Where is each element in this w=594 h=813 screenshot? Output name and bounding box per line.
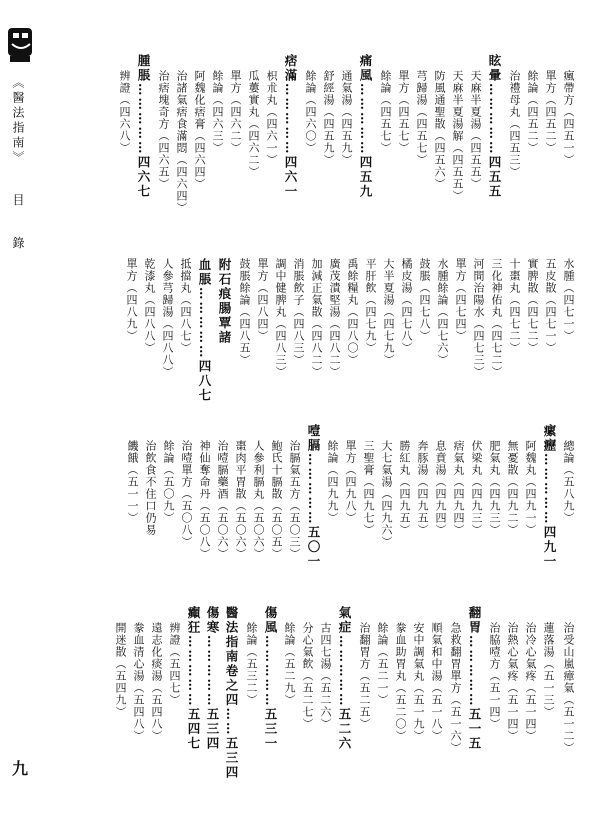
toc-entry: 安中調氣丸（五一九） bbox=[412, 622, 425, 742]
toc-entry: 痞氣丸（四九四） bbox=[452, 440, 465, 536]
toc-entry: 防風通聖散（四五六） bbox=[433, 70, 446, 190]
toc-entry: 治冷心氣疼（五一四） bbox=[524, 622, 537, 742]
toc-entry: 天麻半夏湯解（四五五） bbox=[451, 70, 464, 202]
toc-entry: 人參利膈丸（五〇六） bbox=[252, 440, 265, 560]
toc-entry: 三化神佑丸（四七二） bbox=[490, 258, 503, 378]
toc-entry: 抵擋丸（四八七） bbox=[179, 258, 192, 354]
toc-entry: 單方（四六二） bbox=[229, 70, 242, 154]
toc-entry: 瘋帶方（四五一） bbox=[562, 70, 575, 166]
toc-entry: 河間治陽水（四七三） bbox=[472, 258, 485, 378]
toc-entry: 單方（四八九） bbox=[125, 258, 138, 342]
toc-entry: 大半夏湯（四七九） bbox=[382, 258, 395, 366]
toc-entry: 餘論（五二九） bbox=[283, 622, 296, 706]
toc-entry: 息賁湯（四九四） bbox=[434, 440, 447, 536]
toc-entry: 單方（四七四） bbox=[454, 258, 467, 342]
toc-entry: 阿魏化痞膏（四六四） bbox=[193, 70, 206, 190]
toc-entry: 十棗丸（四七二） bbox=[508, 258, 521, 354]
toc-entry: 順氣和中湯（五一八） bbox=[430, 622, 443, 742]
toc-heading: 癲狂……………五四七 bbox=[186, 606, 201, 751]
section-label: 目 bbox=[11, 193, 25, 209]
dragon-ornament-icon bbox=[6, 24, 36, 66]
toc-entry: 餘論（五三二） bbox=[245, 622, 258, 706]
toc-entry: 辨證（四六八） bbox=[118, 70, 131, 154]
toc-entry: 治噎單方（五〇八） bbox=[180, 440, 193, 548]
toc-entry: 天麻半夏湯（四五五） bbox=[469, 70, 482, 190]
toc-entry: 肥氣丸（四九三） bbox=[488, 440, 501, 536]
toc-entry: 急救翻胃單方（五一六） bbox=[449, 622, 462, 754]
toc-entry: 餘論（四五二） bbox=[526, 70, 539, 154]
toc-entry: 鼓脹餘論（四八五） bbox=[238, 258, 251, 366]
toc-entry: 治諸氣痞食滿悶（四六四） bbox=[175, 70, 188, 214]
toc-entry: 餘論（五〇九） bbox=[162, 440, 175, 524]
toc-entry: 奔豚湯（四九五） bbox=[416, 440, 429, 536]
toc-entry: 阿魏丸（四九一） bbox=[524, 440, 537, 536]
toc-heading: 眩暈……………四五五 bbox=[487, 54, 502, 199]
toc-heading: 痞滿……………四六一 bbox=[283, 54, 298, 199]
toc-entry: 橘皮湯（四七八） bbox=[400, 258, 413, 354]
toc-entry: 單方（四九八） bbox=[344, 440, 357, 524]
toc-entry: 單方（四五二） bbox=[544, 70, 557, 154]
toc-entry: 瓜蔞實丸（四六二） bbox=[247, 70, 260, 178]
toc-entry: 五皮散（四七一） bbox=[544, 258, 557, 354]
toc-entry: 廣茂潰堅湯（四八二） bbox=[328, 258, 341, 378]
toc-entry: 禹餘糧丸（四八〇） bbox=[346, 258, 359, 366]
toc-entry: 治禮母丸（四五三） bbox=[508, 70, 521, 178]
toc-entry: 水腫餘論（四七六） bbox=[436, 258, 449, 366]
toc-heading: 痛風……………四五九 bbox=[358, 54, 373, 199]
toc-entry: 無憂散（四九二） bbox=[506, 440, 519, 536]
toc-heading: 附石痕腸覃諸 bbox=[217, 258, 232, 345]
toc-entry: 總論（五八九） bbox=[562, 440, 575, 524]
toc-entry: 餘論（五二一） bbox=[376, 622, 389, 706]
toc-heading: 氣症……………五二六 bbox=[337, 606, 352, 751]
toc-entry: 平肝飲（四七九） bbox=[364, 258, 377, 354]
page-number: 九 bbox=[12, 759, 29, 778]
toc-entry: 遠志化痰湯（五四八） bbox=[150, 622, 163, 742]
toc-entry: 伏梁丸（四九三） bbox=[470, 440, 483, 536]
toc-entry: 芎歸湯（四五七） bbox=[415, 70, 428, 166]
toc-entry: 豢血清心湯（五四八） bbox=[132, 622, 145, 742]
toc-entry: 治熱心氣疼（五一四） bbox=[506, 622, 519, 742]
toc-entry: 分心氣飲（五二七） bbox=[301, 622, 314, 730]
toc-entry: 餘論（四九九） bbox=[326, 440, 339, 524]
toc-entry: 加減正氣散（四八二） bbox=[310, 258, 323, 378]
toc-entry: 豢血助胃丸（五二〇） bbox=[394, 622, 407, 742]
toc-entry: 鮑氏十膈散（五〇五） bbox=[270, 440, 283, 560]
toc-entry: 治噎膈藥酒（五〇六） bbox=[216, 440, 229, 560]
toc-entry: 饑餓（五一一） bbox=[126, 440, 139, 524]
toc-entry: 實脾散（四七二） bbox=[526, 258, 539, 354]
toc-entry: 治膈氣五方（五〇三） bbox=[288, 440, 301, 560]
toc-entry: 人參芎歸湯（四八八） bbox=[161, 258, 174, 378]
toc-entry: 餘論（四六〇） bbox=[304, 70, 317, 154]
toc-heading: 瘰癧……………四九一 bbox=[542, 424, 557, 569]
toc-entry: 乾漆丸（四八八） bbox=[143, 258, 156, 354]
toc-heading: 傷寒……………五三四 bbox=[205, 606, 220, 751]
book-header bbox=[10, 76, 26, 251]
toc-entry: 古四七湯（五二六） bbox=[319, 622, 332, 730]
toc-entry: 單方（四八四） bbox=[256, 258, 269, 342]
toc-entry: 蓮落湯（五一三） bbox=[542, 622, 555, 718]
toc-entry: 治脇噎方（五一四） bbox=[488, 622, 501, 730]
toc-entry: 餘論（四五七） bbox=[379, 70, 392, 154]
toc-entry: 通氣湯（四五九） bbox=[340, 70, 353, 166]
toc-entry: 單方（四五七） bbox=[397, 70, 410, 154]
toc-heading: 醫法指南卷之四……五三四 bbox=[224, 606, 239, 780]
toc-entry: 餘論（四六三） bbox=[211, 70, 224, 154]
toc-entry: 舒經湯（四五九） bbox=[322, 70, 335, 166]
toc-entry: 大七氣湯（四九六） bbox=[380, 440, 393, 548]
toc-entry: 神仙奪命丹（五〇八） bbox=[198, 440, 211, 560]
toc-entry: 水腫（四七一） bbox=[562, 258, 575, 342]
toc-entry: 三聖膏（四九七） bbox=[362, 440, 375, 536]
toc-entry: 辨證（五四七） bbox=[168, 622, 181, 706]
book-title: 《醫法指南》 bbox=[11, 76, 25, 166]
toc-entry: 開迷散（五四九） bbox=[114, 622, 127, 718]
toc-entry: 治受山嵐瘴氣（五一二） bbox=[562, 622, 575, 754]
toc-heading: 腫脹……………四六七 bbox=[136, 54, 151, 199]
toc-heading: 翻胃……………五一五 bbox=[467, 606, 482, 751]
toc-entry: 勝紅丸（四九五） bbox=[398, 440, 411, 536]
toc-entry: 棗肉平胃散（五〇六） bbox=[234, 440, 247, 560]
toc-entry: 枳朮丸（四六一） bbox=[265, 70, 278, 166]
toc-entry: 治翻胃方（五二五） bbox=[358, 622, 371, 730]
toc-heading: 傷風……………五三一 bbox=[263, 606, 278, 751]
toc-entry: 治飲食不住口仍易 bbox=[144, 440, 157, 536]
section-label-2: 錄 bbox=[11, 236, 25, 252]
toc-entry: 鼓脹（四七八） bbox=[418, 258, 431, 342]
toc-entry: 治痞塊奇方（四六五） bbox=[157, 70, 170, 190]
toc-entry: 調中健脾丸（四八三） bbox=[274, 258, 287, 378]
toc-heading: 血脹……………四八七 bbox=[197, 258, 212, 403]
toc-entry: 消脹飲子（四八三） bbox=[292, 258, 305, 366]
toc-heading: 噎膈……………五〇一 bbox=[306, 424, 321, 569]
